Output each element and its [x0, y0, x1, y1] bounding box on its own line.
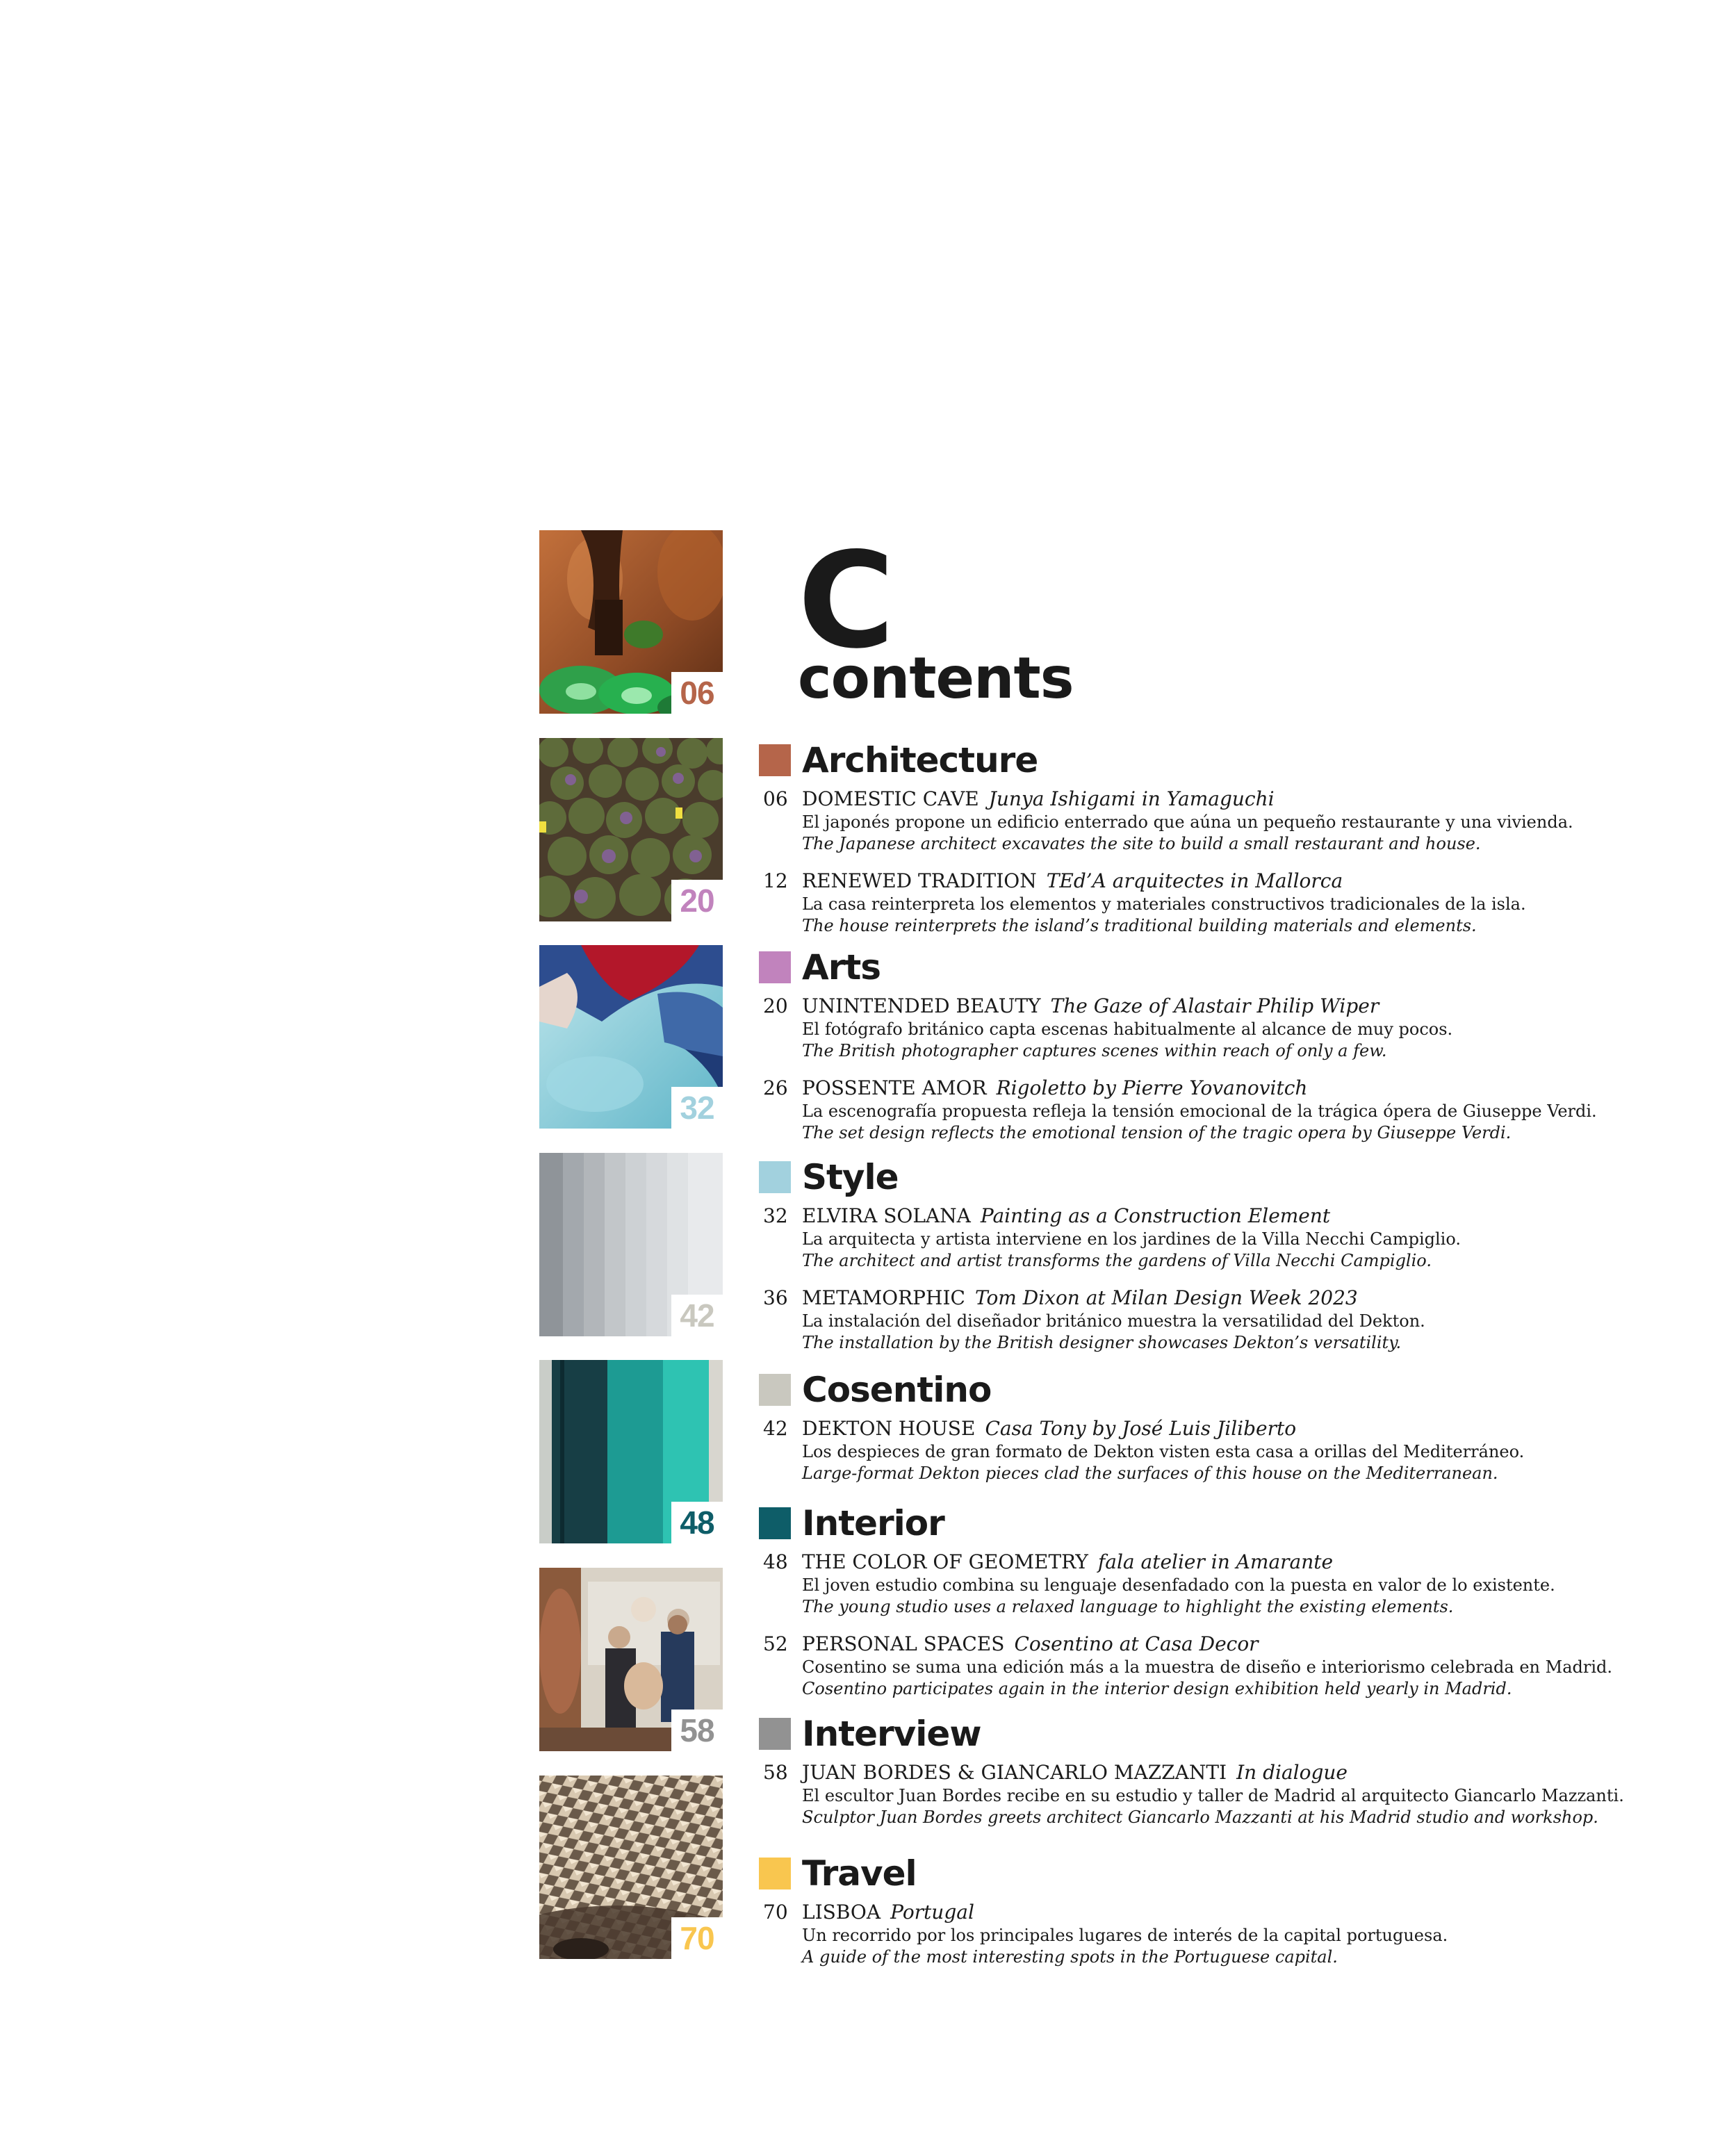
entry-subtitle: fala atelier in Amarante — [1097, 1550, 1334, 1573]
thumbnail-page-number: 70 — [671, 1917, 723, 1959]
article-entry[interactable] — [759, 1286, 1690, 1354]
entry-page-number: 32 — [763, 1204, 788, 1227]
article-entry[interactable] — [759, 1204, 1690, 1272]
entry-description-es: La casa reinterpreta los elementos y materiales constructivos tradicionales de la isla. — [802, 894, 1526, 914]
entry-page-number: 06 — [763, 787, 788, 810]
section-header — [759, 741, 1690, 780]
section-interior — [759, 1504, 1690, 1700]
section-color-swatch — [759, 1858, 791, 1889]
thumbnail-page-number: 06 — [671, 672, 723, 714]
article-entry[interactable] — [759, 1550, 1690, 1618]
section-header — [759, 1504, 1690, 1543]
section-color-swatch — [759, 1161, 791, 1193]
entry-description-en: Large-format Dekton pieces clad the surfaces of this house on the Mediterranean. — [802, 1464, 1498, 1483]
entry-description-es: El escultor Juan Bordes recibe en su estudio y taller de Madrid al arquitecto Giancarlo Mazzanti. — [802, 1786, 1624, 1805]
entry-subtitle: The Gaze of Alastair Philip Wiper — [1050, 994, 1379, 1017]
article-entry[interactable] — [759, 787, 1690, 855]
section-travel — [759, 1854, 1690, 1968]
entry-page-number: 58 — [763, 1761, 788, 1784]
section-title: Style — [802, 1157, 899, 1197]
section-header — [759, 948, 1690, 987]
entry-description-es: El fotógrafo británico capta escenas habitualmente al alcance de muy pocos. — [802, 1019, 1453, 1039]
article-entry[interactable] — [759, 1416, 1690, 1484]
entry-page-number: 70 — [763, 1901, 788, 1924]
section-color-swatch — [759, 1507, 791, 1539]
entry-page-number: 12 — [763, 869, 788, 892]
section-header — [759, 1714, 1690, 1753]
entry-title: JUAN BORDES & GIANCARLO MAZZANTI — [802, 1761, 1227, 1784]
thumbnail-page-number: 48 — [671, 1502, 723, 1543]
thumbnail-architecture[interactable] — [539, 530, 723, 714]
entry-description-en: Cosentino participates again in the interior design exhibition held yearly in Madrid. — [802, 1679, 1512, 1698]
thumbnail-travel[interactable] — [539, 1776, 723, 1959]
section-title: Travel — [802, 1853, 917, 1894]
entry-subtitle: TEd’A arquitectes in Mallorca — [1046, 869, 1343, 892]
entry-page-number: 26 — [763, 1076, 788, 1099]
section-title: Interview — [802, 1714, 981, 1754]
thumbnail-page-number: 58 — [671, 1710, 723, 1751]
entry-description-en: The house reinterprets the island’s traditional building materials and elements. — [802, 916, 1477, 935]
entry-description-en: The Japanese architect excavates the site to build a small restaurant and house. — [802, 834, 1481, 853]
section-color-swatch — [759, 744, 791, 776]
entry-description-es: El joven estudio combina su lenguaje desenfadado con la puesta en valor de lo existente. — [802, 1575, 1555, 1595]
section-style — [759, 1158, 1690, 1354]
entry-description-es: Cosentino se suma una edición más a la muestra de diseño e interiorismo celebrada en Madrid. — [802, 1657, 1613, 1677]
entry-title: ELVIRA SOLANA — [802, 1204, 971, 1227]
thumbnail-page-number: 32 — [671, 1087, 723, 1129]
entry-page-number: 20 — [763, 994, 788, 1017]
thumbnail-interior[interactable] — [539, 1360, 723, 1543]
entry-page-number: 48 — [763, 1550, 788, 1573]
thumbnail-page-number: 42 — [671, 1295, 723, 1336]
thumbnail-cosentino[interactable] — [539, 1153, 723, 1336]
entry-title: THE COLOR OF GEOMETRY — [802, 1550, 1088, 1573]
section-color-swatch — [759, 1374, 791, 1406]
entry-title: PERSONAL SPACES — [802, 1632, 1005, 1655]
entry-subtitle: Tom Dixon at Milan Design Week 2023 — [974, 1286, 1358, 1309]
entry-title: DOMESTIC CAVE — [802, 787, 979, 810]
section-architecture — [759, 741, 1690, 937]
entry-title: METAMORPHIC — [802, 1286, 965, 1309]
entry-description-en: The set design reflects the emotional tension of the tragic opera by Giuseppe Verdi. — [802, 1123, 1512, 1142]
article-entry[interactable] — [759, 994, 1690, 1062]
entry-description-es: Un recorrido por los principales lugares de interés de la capital portuguesa. — [802, 1926, 1448, 1945]
entry-subtitle: Casa Tony by José Luis Jiliberto — [985, 1417, 1297, 1440]
entry-subtitle: Cosentino at Casa Decor — [1014, 1632, 1259, 1655]
entry-page-number: 36 — [763, 1286, 788, 1309]
entry-description-en: The young studio uses a relaxed language to highlight the existing elements. — [802, 1597, 1454, 1616]
entry-title: UNINTENDED BEAUTY — [802, 994, 1041, 1017]
entry-description-es: La escenografía propuesta refleja la tensión emocional de la trágica ópera de Giuseppe Verdi. — [802, 1101, 1597, 1121]
section-color-swatch — [759, 1718, 791, 1750]
masthead-initial: C — [798, 524, 892, 678]
entry-description-en: A guide of the most interesting spots in the Portuguese capital. — [802, 1947, 1338, 1967]
section-title: Cosentino — [802, 1370, 992, 1410]
section-title: Arts — [802, 947, 881, 987]
entry-title: DEKTON HOUSE — [802, 1417, 976, 1440]
entry-page-number: 42 — [763, 1417, 788, 1440]
article-entry[interactable] — [759, 1632, 1690, 1700]
section-interview — [759, 1714, 1690, 1828]
entry-description-en: The British photographer captures scenes within reach of only a few. — [802, 1041, 1387, 1060]
entry-title: LISBOA — [802, 1901, 881, 1924]
entry-subtitle: Portugal — [890, 1901, 974, 1924]
thumbnail-interview[interactable] — [539, 1568, 723, 1751]
entry-description-es: La arquitecta y artista interviene en los jardines de la Villa Necchi Campiglio. — [802, 1229, 1461, 1249]
entry-description-en: Sculptor Juan Bordes greets architect Giancarlo Mazzanti at his Madrid studio and workshop. — [802, 1807, 1598, 1827]
section-cosentino — [759, 1370, 1690, 1484]
section-header — [759, 1158, 1690, 1197]
article-entry[interactable] — [759, 1076, 1690, 1144]
entry-subtitle: Junya Ishigami in Yamaguchi — [988, 787, 1275, 810]
entry-description-en: The installation by the British designer showcases Dekton’s versatility. — [802, 1333, 1402, 1352]
entry-subtitle: In dialogue — [1236, 1761, 1348, 1784]
entry-description-en: The architect and artist transforms the gardens of Villa Necchi Campiglio. — [802, 1251, 1432, 1270]
thumbnail-arts[interactable] — [539, 738, 723, 921]
article-entry[interactable] — [759, 1760, 1690, 1828]
section-header — [759, 1370, 1690, 1409]
article-entry[interactable] — [759, 1900, 1690, 1968]
entry-subtitle: Painting as a Construction Element — [980, 1204, 1331, 1227]
section-color-swatch — [759, 951, 791, 983]
entry-description-es: Los despieces de gran formato de Dekton visten esta casa a orillas del Mediterráneo. — [802, 1442, 1525, 1461]
entry-title: RENEWED TRADITION — [802, 869, 1037, 892]
section-header — [759, 1854, 1690, 1893]
section-arts — [759, 948, 1690, 1144]
article-entry[interactable] — [759, 869, 1690, 937]
thumbnail-page-number: 20 — [671, 880, 723, 921]
masthead — [798, 524, 1074, 712]
masthead-title: contents — [798, 646, 1074, 712]
entry-subtitle: Rigoletto by Pierre Yovanovitch — [996, 1076, 1308, 1099]
section-title: Interior — [802, 1503, 944, 1543]
entry-title: POSSENTE AMOR — [802, 1076, 987, 1099]
entry-description-es: La instalación del diseñador británico muestra la versatilidad del Dekton. — [802, 1311, 1425, 1331]
entry-description-es: El japonés propone un edificio enterrado que aúna un pequeño restaurante y una vivienda. — [802, 812, 1573, 832]
thumbnail-style[interactable] — [539, 945, 723, 1129]
section-title: Architecture — [802, 740, 1038, 780]
entry-page-number: 52 — [763, 1632, 788, 1655]
